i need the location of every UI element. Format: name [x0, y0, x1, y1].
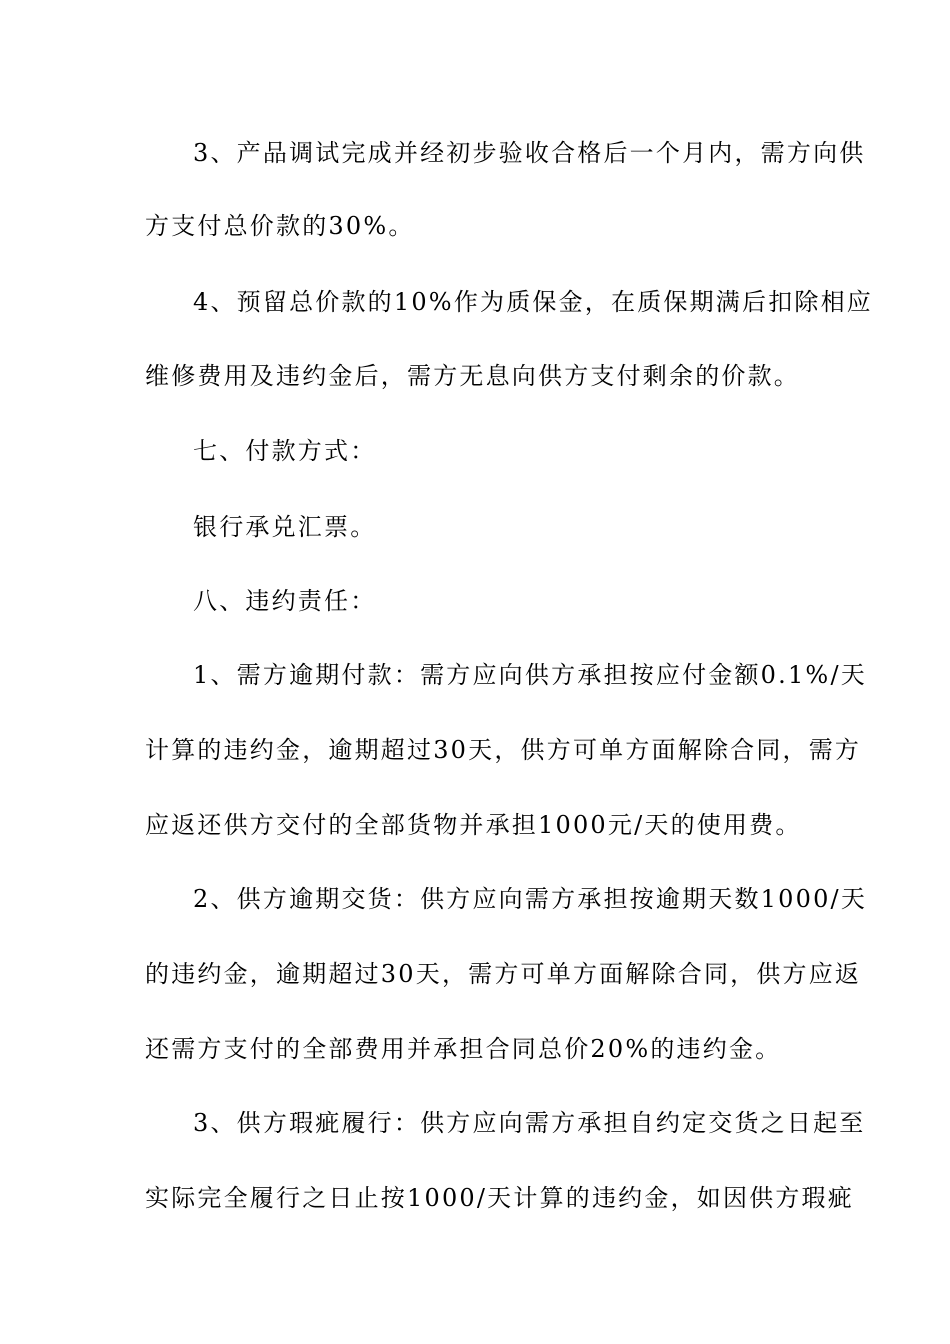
clause-1-line-1: 1、需方逾期付款：需方应向供方承担按应付金额0.1%/天	[193, 661, 867, 689]
clause-3-line-2: 实际完全履行之日止按1000/天计算的违约金，如因供方瑕疵	[145, 1184, 854, 1212]
paragraph-4-line-2: 维修费用及违约金后，需方无息向供方支付剩余的价款。	[145, 362, 800, 390]
paragraph-3-line-1: 3、产品调试完成并经初步验收合格后一个月内，需方向供	[193, 139, 866, 167]
clause-1-line-3: 应返还供方交付的全部货物并承担1000元/天的使用费。	[145, 811, 802, 839]
clause-2-line-1: 2、供方逾期交货：供方应向需方承担按逾期天数1000/天	[193, 885, 868, 913]
clause-2-line-2: 的违约金，逾期超过30天，需方可单方面解除合同，供方应返	[145, 960, 862, 988]
clause-1-line-2: 计算的违约金，逾期超过30天，供方可单方面解除合同，需方	[145, 736, 862, 764]
clause-3-line-1: 3、供方瑕疵履行：供方应向需方承担自约定交货之日起至	[193, 1109, 866, 1137]
paragraph-3-line-2: 方支付总价款的30%。	[145, 212, 415, 240]
section-7-heading: 七、付款方式：	[193, 437, 377, 465]
paragraph-4-line-1: 4、预留总价款的10%作为质保金，在质保期满后扣除相应	[193, 288, 874, 316]
clause-2-line-3: 还需方支付的全部费用并承担合同总价20%的违约金。	[145, 1035, 782, 1063]
section-7-body: 银行承兑汇票。	[193, 513, 377, 541]
section-8-heading: 八、违约责任：	[193, 587, 377, 615]
